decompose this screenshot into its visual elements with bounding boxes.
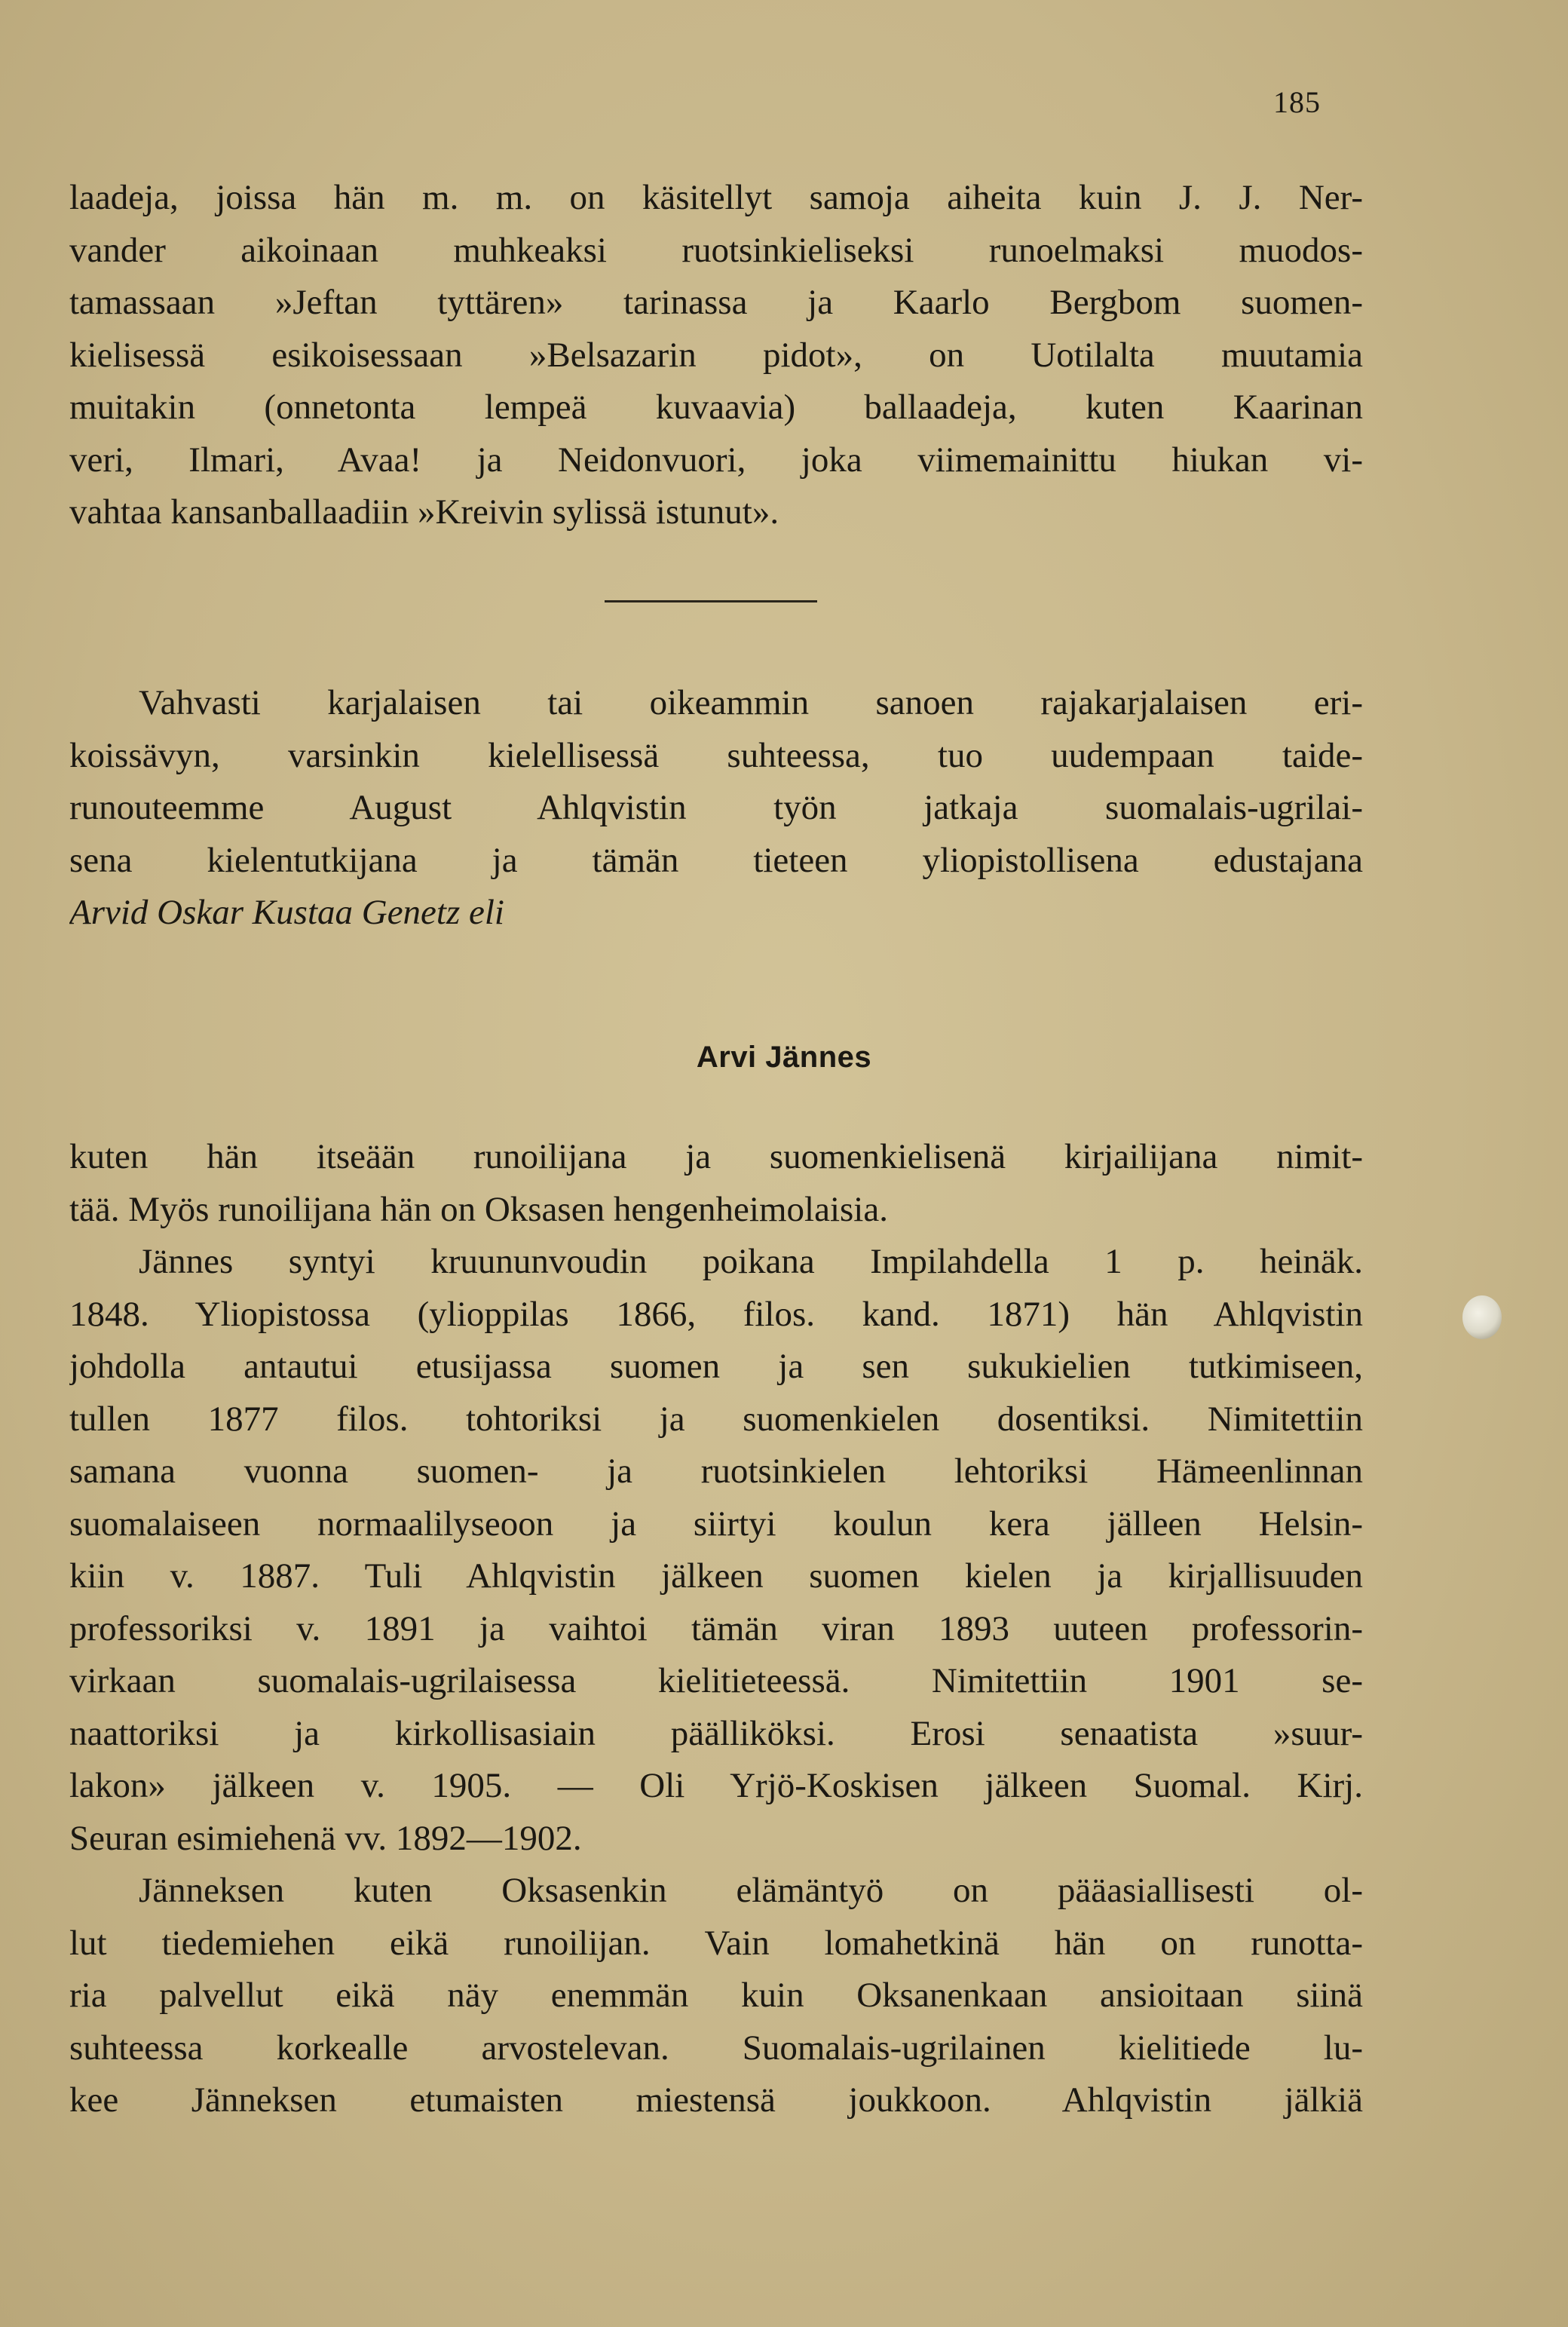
text-line: 1848. Yliopistossa (ylioppilas 1866, filos. kand. 1871) hän Ahlqvistin [69,1294,1363,1334]
text-line: Jännes syntyi kruununvoudin poikana Impilahdella 1 p. heinäk. [139,1242,1363,1281]
text-line: professoriksi v. 1891 ja vaihtoi tämän viran 1893 uuteen professorin- [69,1608,1363,1648]
text-line: laadeja, joissa hän m. m. on käsitellyt samoja aiheita kuin J. J. Ner- [69,178,1363,217]
paragraph-genetz-intro [69,677,1363,940]
text-line: kielisessä esikoisessaan »Belsazarin pidot», on Uotilalta muutamia [69,335,1363,375]
text-line: tullen 1877 filos. tohtoriksi ja suomenkielen dosentiksi. Nimitettiin [69,1399,1363,1439]
text-line: Seuran esimiehenä vv. 1892—1902. [69,1818,582,1858]
text-line: runouteemme August Ahlqvistin työn jatkaja suomalais-ugrilai- [69,788,1363,827]
text-line: johdolla antautui etusijassa suomen ja sen sukukielien tutkimiseen, [69,1347,1363,1386]
text-line: Jänneksen kuten Oksasenkin elämäntyö on pääasiallisesti ol- [139,1871,1363,1910]
text-line: sena kielentutkijana ja tämän tieteen yliopistollisena edustajana [69,840,1363,880]
text-line: suomalaiseen normaalilyseoon ja siirtyi koulun kera jälleen Helsin- [69,1504,1363,1544]
text-line: samana vuonna suomen- ja ruotsinkielen lehtoriksi Hämeenlinnan [69,1452,1363,1491]
text-line: Arvid Oskar Kustaa Genetz eli [69,893,504,932]
text-line: muitakin (onnetonta lempeä kuvaavia) ballaadeja, kuten Kaarinan [69,388,1363,427]
text-line: lut tiedemiehen eikä runoilijan. Vain lomahetkinä hän on runotta- [69,1923,1363,1963]
text-line: suhteessa korkealle arvostelevan. Suomalais-ugrilainen kielitiede lu- [69,2028,1363,2068]
text-line: naattoriksi ja kirkollisasiain päälliköksi. Erosi senaatista »suur- [69,1713,1363,1753]
text-line: lakon» jälkeen v. 1905. — Oli Yrjö-Koskisen jälkeen Suomal. Kirj. [69,1766,1363,1805]
text-line: koissävyn, varsinkin kielellisessä suhteessa, tuo uudempaan taide- [69,735,1363,775]
text-line: tää. Myös runoilijana hän on Oksasen hengenheimolaisia. [69,1189,888,1229]
text-line: vander aikoinaan muhkeaksi ruotsinkieliseksi runoelmaksi muodos- [69,230,1363,270]
margin-dot-mark [1462,1295,1502,1339]
text-line: tamassaan »Jeftan tyttären» tarinassa ja Kaarlo Bergbom suomen- [69,283,1363,322]
text-line: kiin v. 1887. Tuli Ahlqvistin jälkeen suomen kielen ja kirjallisuuden [69,1556,1363,1596]
paragraph-ballads [69,172,1363,539]
text-line: virkaan suomalais-ugrilaisessa kielitieteessä. Nimitettiin 1901 se- [69,1661,1363,1700]
section-divider [605,600,817,602]
section-heading: Arvi Jännes [696,1041,872,1074]
page-number: 185 [1273,85,1321,119]
text-line: ria palvellut eikä näy enemmän kuin Oksanenkaan ansioitaan siinä [69,1976,1363,2015]
text-line: kuten hän itseään runoilijana ja suomenkielisenä kirjailijana nimit- [69,1137,1363,1176]
text-line: kee Jänneksen etumaisten miestensä joukkoon. Ahlqvistin jälkiä [69,2080,1363,2120]
text-line: Vahvasti karjalaisen tai oikeammin sanoen rajakarjalaisen eri- [139,683,1363,722]
text-line: veri, Ilmari, Avaa! ja Neidonvuori, joka viimemainittu hiukan vi- [69,440,1363,480]
text-line: vahtaa kansanballaadiin »Kreivin sylissä istunut». [69,492,779,532]
paragraph-jannes-biography [69,1131,1363,2127]
